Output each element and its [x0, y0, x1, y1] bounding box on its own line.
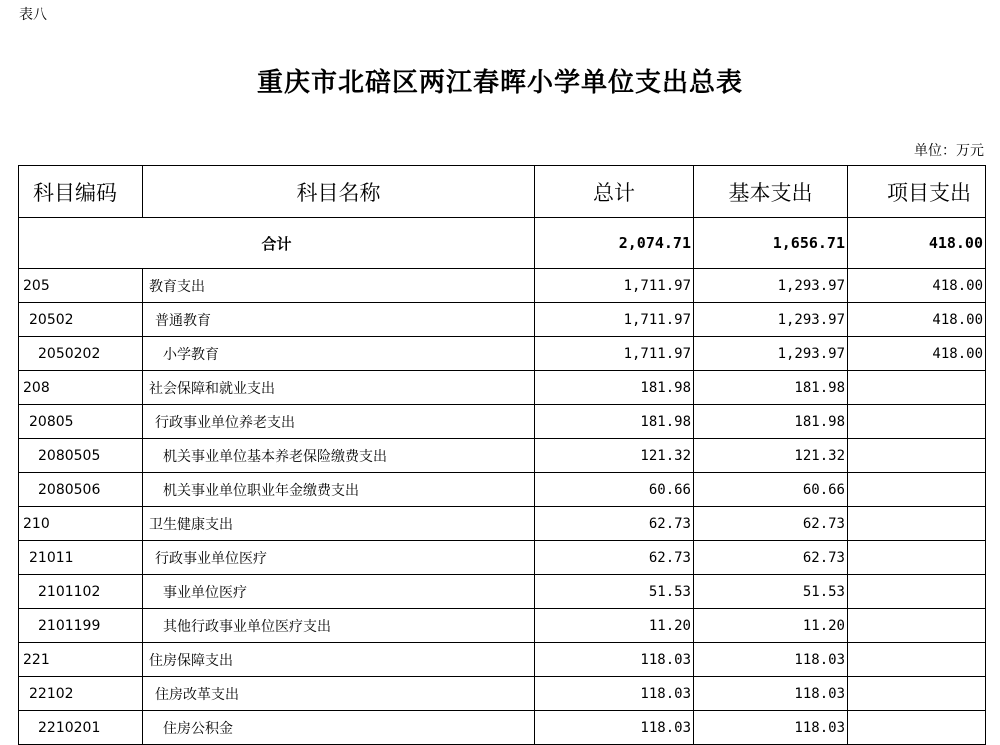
header-code: 科目编码	[19, 166, 143, 218]
row-project	[848, 405, 986, 439]
row-total: 51.53	[535, 575, 694, 609]
table-row	[19, 541, 986, 575]
row-basic: 60.66	[694, 473, 848, 507]
table-row	[19, 677, 986, 711]
row-total: 121.32	[535, 439, 694, 473]
row-total: 118.03	[535, 711, 694, 745]
total-label: 合计	[19, 218, 535, 269]
row-basic: 181.98	[694, 371, 848, 405]
row-name: 小学教育	[143, 337, 535, 371]
row-basic: 1,293.97	[694, 269, 848, 303]
table-row	[19, 405, 986, 439]
row-project: 418.00	[848, 269, 986, 303]
header-name: 科目名称	[143, 166, 535, 218]
row-total: 181.98	[535, 405, 694, 439]
row-basic: 51.53	[694, 575, 848, 609]
table-row	[19, 371, 986, 405]
row-code: 210	[19, 507, 143, 541]
table-row	[19, 303, 986, 337]
table-row	[19, 507, 986, 541]
unit-label: 单位：万元	[914, 143, 984, 159]
row-project	[848, 473, 986, 507]
header-total: 总计	[535, 166, 694, 218]
row-project: 418.00	[848, 337, 986, 371]
row-project	[848, 677, 986, 711]
row-name: 事业单位医疗	[143, 575, 535, 609]
row-name: 社会保障和就业支出	[143, 371, 535, 405]
header-row	[19, 166, 986, 218]
row-basic: 62.73	[694, 541, 848, 575]
table-row	[19, 711, 986, 745]
row-name: 机关事业单位基本养老保险缴费支出	[143, 439, 535, 473]
row-name: 行政事业单位医疗	[143, 541, 535, 575]
table-row	[19, 575, 986, 609]
row-total: 62.73	[535, 507, 694, 541]
row-name: 普通教育	[143, 303, 535, 337]
row-basic: 11.20	[694, 609, 848, 643]
row-code: 221	[19, 643, 143, 677]
row-code: 22102	[19, 677, 143, 711]
row-project	[848, 371, 986, 405]
row-basic: 118.03	[694, 711, 848, 745]
row-project	[848, 507, 986, 541]
expenditure-table	[18, 165, 986, 745]
row-code: 20805	[19, 405, 143, 439]
row-total: 181.98	[535, 371, 694, 405]
row-name: 教育支出	[143, 269, 535, 303]
row-name: 住房公积金	[143, 711, 535, 745]
row-code: 2080505	[19, 439, 143, 473]
table-tag: 表八	[19, 7, 47, 23]
row-name: 行政事业单位养老支出	[143, 405, 535, 439]
row-total: 118.03	[535, 677, 694, 711]
row-code: 2101102	[19, 575, 143, 609]
table-row	[19, 439, 986, 473]
table-row	[19, 473, 986, 507]
row-code: 208	[19, 371, 143, 405]
row-name: 机关事业单位职业年金缴费支出	[143, 473, 535, 507]
row-basic: 1,293.97	[694, 303, 848, 337]
row-basic: 181.98	[694, 405, 848, 439]
row-name: 住房保障支出	[143, 643, 535, 677]
total-total: 2,074.71	[535, 218, 694, 269]
header-project: 项目支出	[848, 166, 986, 218]
row-project	[848, 541, 986, 575]
row-total: 62.73	[535, 541, 694, 575]
row-basic: 118.03	[694, 677, 848, 711]
row-project	[848, 643, 986, 677]
row-project	[848, 609, 986, 643]
row-project: 418.00	[848, 303, 986, 337]
row-total: 1,711.97	[535, 269, 694, 303]
row-total: 1,711.97	[535, 303, 694, 337]
row-total: 118.03	[535, 643, 694, 677]
table-row	[19, 269, 986, 303]
row-basic: 118.03	[694, 643, 848, 677]
row-code: 2080506	[19, 473, 143, 507]
row-name: 卫生健康支出	[143, 507, 535, 541]
row-code: 205	[19, 269, 143, 303]
table-row	[19, 337, 986, 371]
row-project	[848, 711, 986, 745]
page-title: 重庆市北碚区两江春晖小学单位支出总表	[256, 68, 743, 98]
row-code: 20502	[19, 303, 143, 337]
row-total: 60.66	[535, 473, 694, 507]
row-total: 11.20	[535, 609, 694, 643]
row-code: 21011	[19, 541, 143, 575]
total-row	[19, 218, 986, 269]
table-row	[19, 609, 986, 643]
row-basic: 1,293.97	[694, 337, 848, 371]
row-name: 其他行政事业单位医疗支出	[143, 609, 535, 643]
row-code: 2050202	[19, 337, 143, 371]
row-project	[848, 439, 986, 473]
row-total: 1,711.97	[535, 337, 694, 371]
row-project	[848, 575, 986, 609]
total-project: 418.00	[848, 218, 986, 269]
total-basic: 1,656.71	[694, 218, 848, 269]
row-name: 住房改革支出	[143, 677, 535, 711]
row-basic: 121.32	[694, 439, 848, 473]
table-row	[19, 643, 986, 677]
row-basic: 62.73	[694, 507, 848, 541]
row-code: 2210201	[19, 711, 143, 745]
row-code: 2101199	[19, 609, 143, 643]
header-basic: 基本支出	[694, 166, 848, 218]
